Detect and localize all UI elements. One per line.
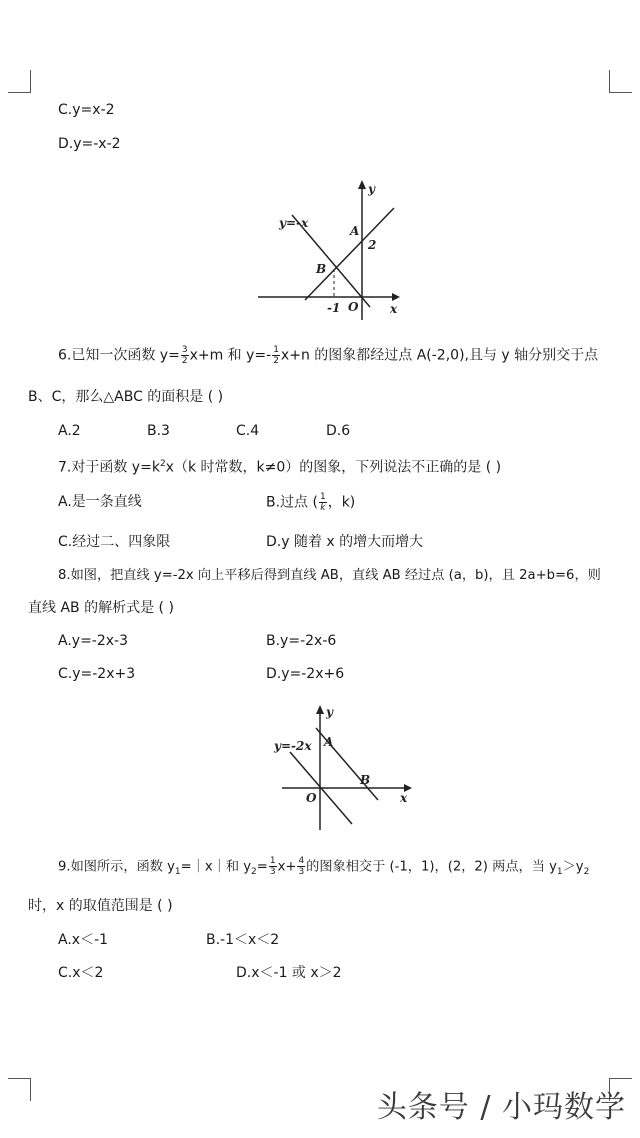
- q6-frac2-den: 2: [273, 356, 279, 366]
- fig1-origin: O: [348, 300, 359, 314]
- q6-text-1: 6.已知一次函数 y=: [58, 347, 180, 364]
- q6-line2: B、C，那么△ABC 的面积是 ( ): [28, 389, 224, 405]
- q9-fraction-1-3: [269, 856, 277, 877]
- q7-text-2: x（k 时常数，k≠0）的图象，下列说法不正确的是 ( ): [165, 459, 502, 476]
- q7-frac-num: 1: [319, 492, 326, 502]
- figure-1: [250, 175, 410, 325]
- q6-frac1-num: 3: [181, 345, 188, 355]
- q9-text-5: 的图象相交于 (-1，1)，(2，2) 两点，当 y: [306, 859, 557, 875]
- q9-frac1-den: 3: [269, 867, 276, 877]
- fig1-x-axis-label: x: [390, 302, 398, 316]
- q9-text-3: =: [256, 859, 268, 875]
- q7-line1: [58, 454, 501, 478]
- q6-option-c: C.4: [236, 423, 260, 439]
- fig2-point-a: A: [324, 735, 334, 749]
- q7-text-1: 7.对于函数 y=k: [58, 459, 160, 476]
- q7-optb-pre: B.过点 (: [266, 494, 318, 511]
- q8-option-d: D.y=-2x+6: [266, 666, 345, 682]
- corner-mark-top-left: [8, 70, 31, 93]
- fig1-tick-2: 2: [368, 238, 377, 252]
- q6-frac1-den: 2: [181, 356, 188, 366]
- q6-frac2-num: 1: [273, 345, 279, 355]
- q9-line1: [58, 856, 589, 882]
- q8-option-c: C.y=-2x+3: [58, 666, 136, 682]
- q9-option-d: D.x＜-1 或 x＞2: [236, 965, 342, 981]
- q7-option-d: D.y 随着 x 的增大而增大: [266, 534, 424, 550]
- q9-fraction-4-3: [297, 856, 305, 877]
- corner-mark-top-right: [609, 70, 632, 93]
- q9-text-2: =｜x｜和 y: [180, 859, 252, 875]
- q7-option-c: C.经过二、四象限: [58, 534, 171, 550]
- q9-sub-4: 2: [583, 867, 590, 878]
- q7-fraction-1-k: [319, 492, 327, 513]
- q7-optb-post: ，k): [327, 494, 356, 511]
- q9-frac1-num: 1: [269, 856, 276, 866]
- q9-sub-2: 2: [251, 867, 257, 878]
- fig2-x-axis-label: x: [400, 791, 408, 805]
- fig1-y-axis-label: y: [368, 182, 375, 196]
- fig2-line-label: y=-2x: [274, 739, 312, 753]
- q6-option-b: B.3: [147, 423, 170, 439]
- q9-text-4: x+: [277, 859, 297, 875]
- q9-text-6: ＞y: [562, 859, 584, 875]
- fig2-point-b: B: [360, 773, 371, 787]
- q6-line1: [58, 345, 598, 366]
- corner-mark-bottom-left: [8, 1078, 31, 1101]
- fig1-point-a: A: [350, 224, 360, 238]
- q9-option-a: A.x＜-1: [58, 932, 109, 948]
- q6-fraction-3-2: [181, 345, 189, 366]
- q6-text-2: x+m 和 y=-: [189, 347, 272, 364]
- q8-option-a: A.y=-2x-3: [58, 633, 128, 649]
- q8-line1: 8.如图，把直线 y=-2x 向上平移后得到直线 AB，直线 AB 经过点 (a，b)，且 2a+b=6，则: [58, 568, 601, 583]
- q7-frac-den: k: [320, 503, 326, 513]
- q9-text-1: 9.如图所示，函数 y: [58, 859, 175, 875]
- q5-option-d: D.y=-x-2: [58, 136, 121, 152]
- q8-option-b: B.y=-2x-6: [266, 633, 337, 649]
- q9-frac2-num: 4: [298, 856, 305, 866]
- watermark: 头条号 / 小玛数学: [376, 1090, 626, 1125]
- fig2-origin: O: [306, 791, 317, 805]
- q7-superscript: 2: [159, 459, 166, 469]
- q9-sub-3: 1: [556, 867, 563, 878]
- fig1-point-b: B: [316, 262, 327, 276]
- q6-fraction-1-2: [272, 345, 280, 366]
- fig1-tick-neg1: -1: [327, 301, 341, 315]
- q7-option-b: [266, 492, 355, 513]
- q9-sub-1: 1: [174, 867, 181, 878]
- q6-option-d: D.6: [326, 423, 351, 439]
- figure-2: [270, 700, 420, 835]
- fig2-y-axis-label: y: [326, 705, 333, 719]
- q9-frac2-den: 3: [298, 867, 305, 877]
- q5-option-c: C.y=x-2: [58, 102, 115, 118]
- fig1-line-label: y=-x: [279, 216, 309, 230]
- q7-option-a: A.是一条直线: [58, 494, 142, 510]
- q6-text-3: x+n 的图象都经过点 A(-2,0),且与 y 轴分别交于点: [280, 347, 599, 364]
- q9-line2: 时，x 的取值范围是 ( ): [28, 898, 173, 914]
- q9-option-c: C.x＜2: [58, 965, 104, 981]
- q9-option-b: B.-1＜x＜2: [206, 932, 280, 948]
- q8-line2: 直线 AB 的解析式是 ( ): [28, 600, 174, 616]
- q6-option-a: A.2: [58, 423, 81, 439]
